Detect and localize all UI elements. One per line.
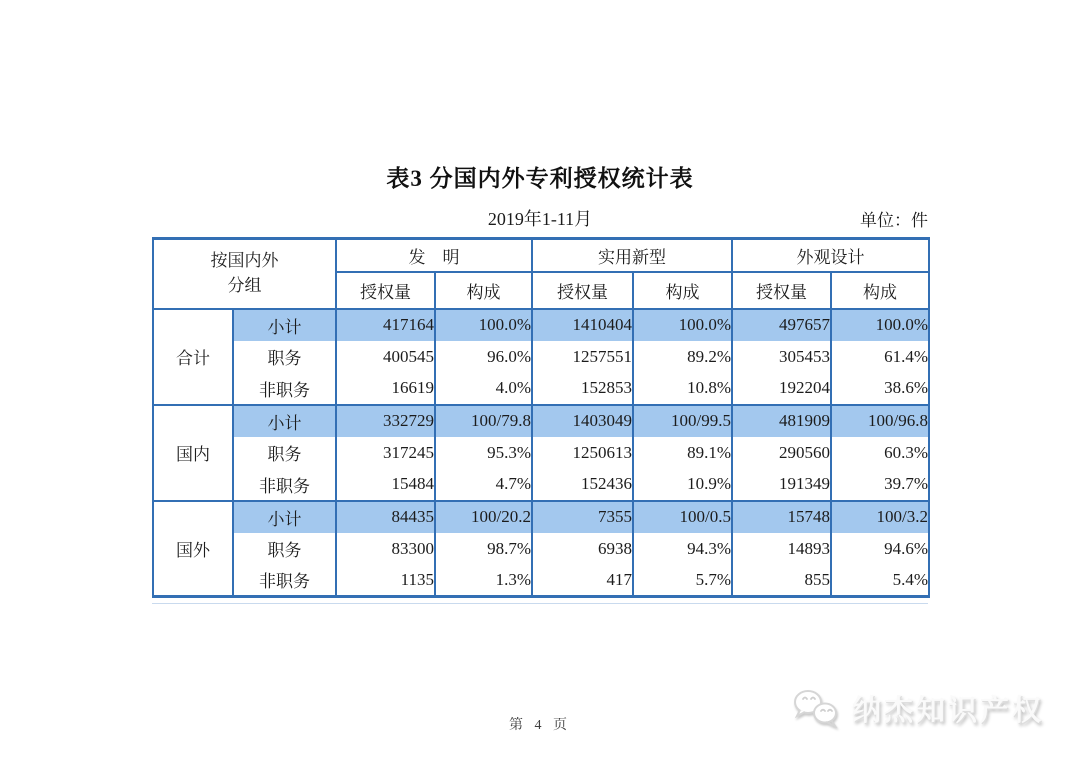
cell-value: 100/0.5 xyxy=(633,501,732,533)
subheader-share: 构成 xyxy=(435,272,532,309)
cell-value: 4.0% xyxy=(435,373,532,405)
cell-value: 152436 xyxy=(532,469,633,501)
watermark-text: 纳杰知识产权 xyxy=(851,694,1044,727)
cell-value: 5.4% xyxy=(831,565,929,597)
cell-value: 38.6% xyxy=(831,373,929,405)
cell-value: 60.3% xyxy=(831,437,929,469)
cell-value: 94.6% xyxy=(831,533,929,565)
cell-value: 94.3% xyxy=(633,533,732,565)
group-label-foreign: 国外 xyxy=(153,501,233,597)
row-label: 职务 xyxy=(233,533,336,565)
cell-value: 317245 xyxy=(336,437,435,469)
row-label: 非职务 xyxy=(233,373,336,405)
cell-value: 1.3% xyxy=(435,565,532,597)
subheader-share: 构成 xyxy=(831,272,929,309)
cell-value: 100/99.5 xyxy=(633,405,732,437)
cell-value: 16619 xyxy=(336,373,435,405)
table-bottom-shadow-line xyxy=(152,603,928,604)
cell-value: 6938 xyxy=(532,533,633,565)
cell-value: 152853 xyxy=(532,373,633,405)
chat-bubbles-logo-icon xyxy=(790,685,844,731)
cell-value: 100.0% xyxy=(633,309,732,341)
unit-label: 单位：件 xyxy=(860,211,928,230)
cell-value: 332729 xyxy=(336,405,435,437)
cell-value: 10.9% xyxy=(633,469,732,501)
cell-value: 100/79.8 xyxy=(435,405,532,437)
cell-value: 10.8% xyxy=(633,373,732,405)
cell-value: 1135 xyxy=(336,565,435,597)
table-row xyxy=(153,565,929,597)
cell-value: 481909 xyxy=(732,405,831,437)
table-row xyxy=(153,309,929,341)
cell-value: 89.2% xyxy=(633,341,732,373)
table-row xyxy=(153,405,929,437)
cell-value: 84435 xyxy=(336,501,435,533)
subheader-share: 构成 xyxy=(633,272,732,309)
subheader-grants: 授权量 xyxy=(732,272,831,309)
period-label: 2019年1-11月 xyxy=(487,209,593,229)
table-row xyxy=(153,341,929,373)
cell-value: 192204 xyxy=(732,373,831,405)
header-row-groups xyxy=(153,239,929,272)
cell-value: 305453 xyxy=(732,341,831,373)
cell-value: 95.3% xyxy=(435,437,532,469)
corner-header-line2: 分组 xyxy=(227,275,262,295)
cell-value: 191349 xyxy=(732,469,831,501)
cell-value: 855 xyxy=(732,565,831,597)
cell-value: 1257551 xyxy=(532,341,633,373)
cell-value: 15484 xyxy=(336,469,435,501)
cell-value: 96.0% xyxy=(435,341,532,373)
row-label: 小计 xyxy=(233,309,336,341)
corner-header-line1: 按国内外 xyxy=(210,251,279,271)
cell-value: 100/3.2 xyxy=(831,501,929,533)
table-row xyxy=(153,469,929,501)
col-group-invention: 发 明 xyxy=(336,239,532,272)
cell-value: 7355 xyxy=(532,501,633,533)
cell-value: 4.7% xyxy=(435,469,532,501)
cell-value: 5.7% xyxy=(633,565,732,597)
patent-grant-table xyxy=(152,237,930,598)
cell-value: 100.0% xyxy=(435,309,532,341)
cell-value: 400545 xyxy=(336,341,435,373)
corner-header xyxy=(153,239,336,309)
subheader-grants: 授权量 xyxy=(336,272,435,309)
cell-value: 39.7% xyxy=(831,469,929,501)
cell-value: 100.0% xyxy=(831,309,929,341)
cell-value: 417 xyxy=(532,565,633,597)
cell-value: 100/20.2 xyxy=(435,501,532,533)
cell-value: 15748 xyxy=(732,501,831,533)
table-row xyxy=(153,533,929,565)
table-meta xyxy=(152,205,928,231)
cell-value: 497657 xyxy=(732,309,831,341)
watermark xyxy=(790,684,1044,732)
col-group-design: 外观设计 xyxy=(732,239,929,272)
row-label: 职务 xyxy=(233,341,336,373)
table-row xyxy=(153,373,929,405)
cell-value: 1250613 xyxy=(532,437,633,469)
row-label: 职务 xyxy=(233,437,336,469)
cell-value: 61.4% xyxy=(831,341,929,373)
cell-value: 100/96.8 xyxy=(831,405,929,437)
cell-value: 1410404 xyxy=(532,309,633,341)
cell-value: 290560 xyxy=(732,437,831,469)
table-row xyxy=(153,501,929,533)
table-row xyxy=(153,437,929,469)
cell-value: 98.7% xyxy=(435,533,532,565)
row-label: 小计 xyxy=(233,405,336,437)
cell-value: 1403049 xyxy=(532,405,633,437)
row-label: 非职务 xyxy=(233,565,336,597)
table-title: 表3 分国内外专利授权统计表 xyxy=(386,166,694,191)
group-label-domestic: 国内 xyxy=(153,405,233,501)
group-label-total: 合计 xyxy=(153,309,233,405)
cell-value: 417164 xyxy=(336,309,435,341)
row-label: 小计 xyxy=(233,501,336,533)
cell-value: 89.1% xyxy=(633,437,732,469)
subheader-grants: 授权量 xyxy=(532,272,633,309)
row-label: 非职务 xyxy=(233,469,336,501)
col-group-utility-model: 实用新型 xyxy=(532,239,732,272)
cell-value: 83300 xyxy=(336,533,435,565)
cell-value: 14893 xyxy=(732,533,831,565)
page-number: 第 4 页 xyxy=(509,718,571,733)
